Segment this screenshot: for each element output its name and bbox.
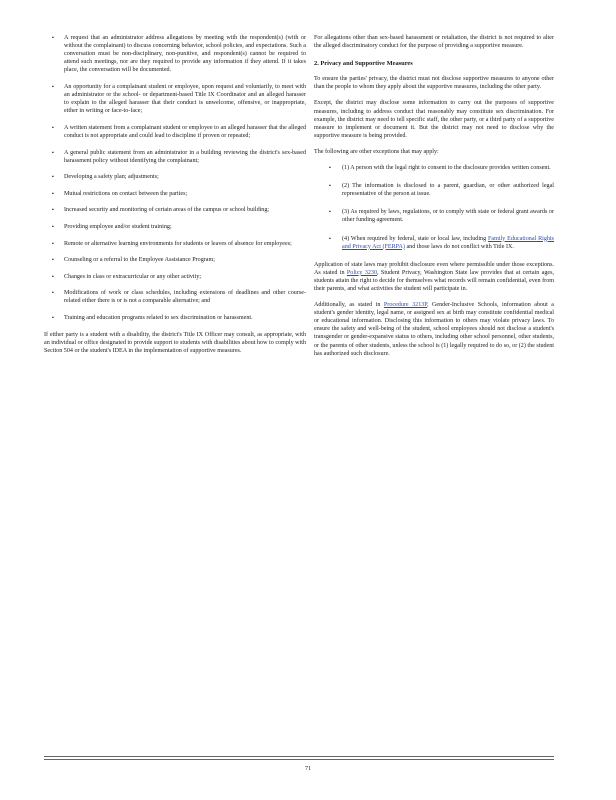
privacy-paragraph: To ensure the parties' privacy, the district must not disclose supportive measures to anyone other than the people to whom they apply about the supportive measures, including the other party.: [314, 76, 554, 91]
paragraph-text: Additionally, as stated in: [314, 302, 381, 309]
bullet-icon: ▪: [329, 183, 331, 190]
list-item: [44, 206, 306, 214]
list-item-text: Remote or alternative learning environments for students or leaves of absence for employees;: [64, 240, 292, 247]
list-item: [44, 190, 306, 198]
list-item: [44, 289, 306, 305]
intro-paragraph: For allegations other than sex-based harassment or retaliation, the district is not required to alter the alleged discriminatory conduct for the purpose of providing a supportive measure.: [314, 35, 554, 50]
exception-text: (2) The information is disclosed to a parent, guardian, or other authorized legal representative of the person at issue.: [342, 183, 554, 198]
procedure-3213p-link[interactable]: Procedure 3213P: [383, 302, 428, 309]
exception-item: [314, 235, 554, 251]
list-item-text: Training and education programs related to sex discrimination or harassment.: [64, 315, 253, 322]
bullet-icon: ▪: [52, 224, 54, 230]
exception-text-end: and those laws do not conflict with Title IX.: [406, 243, 514, 250]
bullet-icon: ▪: [52, 174, 54, 181]
policy-3230-link[interactable]: Policy 3230: [346, 269, 378, 276]
ferpa-link[interactable]: Family Educational Rights and Privacy Act (FERPA): [342, 235, 554, 250]
bullet-icon: ▪: [52, 83, 54, 90]
list-item-text: Changes in class or extracurricular or any other activity;: [64, 273, 202, 280]
list-item-text: A written statement from a complainant student or employee to an alleged harasser that the alleged conduct is not appropriate and could lead to discipline if proven or repeated;: [64, 124, 306, 139]
bullet-icon: ▪: [52, 315, 54, 322]
bullet-icon: ▪: [329, 209, 331, 216]
list-item-text: A general public statement from an administrator in a building reviewing the district's sex-based harassment policy without identifying the complainant;: [64, 149, 306, 164]
bullet-icon: ▪: [52, 257, 54, 264]
exception-item: [314, 208, 554, 224]
list-item: [44, 34, 306, 74]
bullet-icon: ▪: [52, 273, 54, 280]
list-item: [44, 240, 306, 248]
bullet-icon: ▪: [52, 207, 54, 214]
paragraph-text: Application of state laws may prohibit disclosure even where permissible under those exceptions. As stated in: [314, 261, 554, 276]
list-item-text: An opportunity for a complainant student or employee, upon request and voluntarily, to meet with an administrator or the school- or department-based Title IX Coordinator and an alleged harasser to explain to the alleged harasser that their conduct is unwelcome, offensive, or inappropriate, either in writing or face-to-face;: [64, 83, 306, 115]
list-item-text: Mutual restrictions on contact between the parties;: [64, 190, 188, 197]
list-item-text: Modifications of work or class schedules, including extensions of deadlines and other course-related either there is or is not a comparable alternative; and: [64, 290, 306, 305]
exception-text: (3) As required by laws, regulations, or to comply with state or federal grant awards or other funding agreement.: [342, 209, 554, 224]
list-item-text: Developing a safety plan; adjustments;: [64, 174, 159, 181]
exception-text: (1) A person with the legal right to consent to the disclosure provides written consent.: [342, 165, 551, 172]
bullet-icon: ▪: [52, 240, 54, 247]
list-item: [44, 149, 306, 165]
paragraph-text-end: , Student Privacy, Washington State law provides that at certain ages, students attain the right to decide for themselves what records will remain confidential, even from their parents, and what activities the student will participate in.: [314, 269, 554, 292]
bullet-icon: ▪: [52, 124, 54, 131]
section-heading: 2. Privacy and Supportive Measures: [314, 60, 413, 68]
list-item: [44, 314, 306, 322]
list-item-text: Counseling or a referral to the Employee Assistance Program;: [64, 257, 215, 264]
footer-divider: [44, 756, 554, 757]
list-item-text: Providing employee and/or student training;: [64, 224, 172, 230]
bullet-icon: ▪: [329, 165, 331, 172]
bullet-icon: ▪: [52, 290, 54, 297]
footer-divider: [44, 759, 554, 760]
list-item-text: Increased security and monitoring of certain areas of the campus or school building;: [64, 207, 270, 214]
disability-paragraph: If either party is a student with a disability, the district's Title IX Officer may consult, as appropriate, with an individual or office designated to provide support to students with disabilities about how to comply with Section 504 or the student's IDEA in the implementation of supportive measures.: [44, 331, 306, 354]
bullet-icon: ▪: [52, 35, 54, 41]
list-item: [44, 223, 306, 231]
left-column: [44, 34, 306, 363]
bullet-icon: ▪: [52, 190, 54, 197]
right-column: [314, 34, 554, 366]
page-number: 71: [305, 766, 311, 772]
state-law-paragraph: [314, 261, 554, 293]
list-item: [44, 124, 306, 140]
exception-paragraph: Except, the district may disclose some information to carry out the purposes of supportive measures, including to address conduct that reasonably may constitute sex discrimination. For example, the district may need to tell specific staff, the other party, or a third party of a supportive measure to implement or document it. But the district may not need to disclose why the supportive measure is being provided.: [314, 100, 554, 139]
list-item: [44, 83, 306, 115]
exception-item: [314, 164, 554, 172]
gender-inclusive-paragraph: [314, 301, 554, 358]
list-item: [44, 273, 306, 281]
list-item: [44, 173, 306, 181]
paragraph-text-end: , Gender-Inclusive Schools, information about a student's gender identity, legal name, or assigned sex at birth may constitute confidential medical or educational information. Disclosing this information to others may violate privacy laws. To ensure the safety and well-being of the student, school employees should not disclose a student's transgender or gender-expansive status to others, including other school personnel, other students, or the parents of other students, unless the school is (1) legally required to do so, or (2) the student has authorized such disclosure.: [314, 302, 554, 357]
exception-item: [314, 182, 554, 198]
exceptions-intro: The following are other exceptions that may apply:: [314, 148, 439, 155]
bullet-icon: ▪: [52, 149, 54, 156]
list-item-text: A request that an administrator address allegations by meeting with the respondent(s) (with or without the complainant) to discuss concerning behavior, school policies, and expectations. Such a conversation must be non-disciplinary, non-punitive, and respondent(s) cannot be required to attend such meetings, nor are they required to provide any information if they attend. If it takes place, the conversation will be documented.: [64, 35, 306, 74]
exception-text: (4) When required by federal, state or local law, including: [342, 235, 487, 242]
bullet-icon: ▪: [329, 235, 331, 242]
list-item: [44, 256, 306, 264]
